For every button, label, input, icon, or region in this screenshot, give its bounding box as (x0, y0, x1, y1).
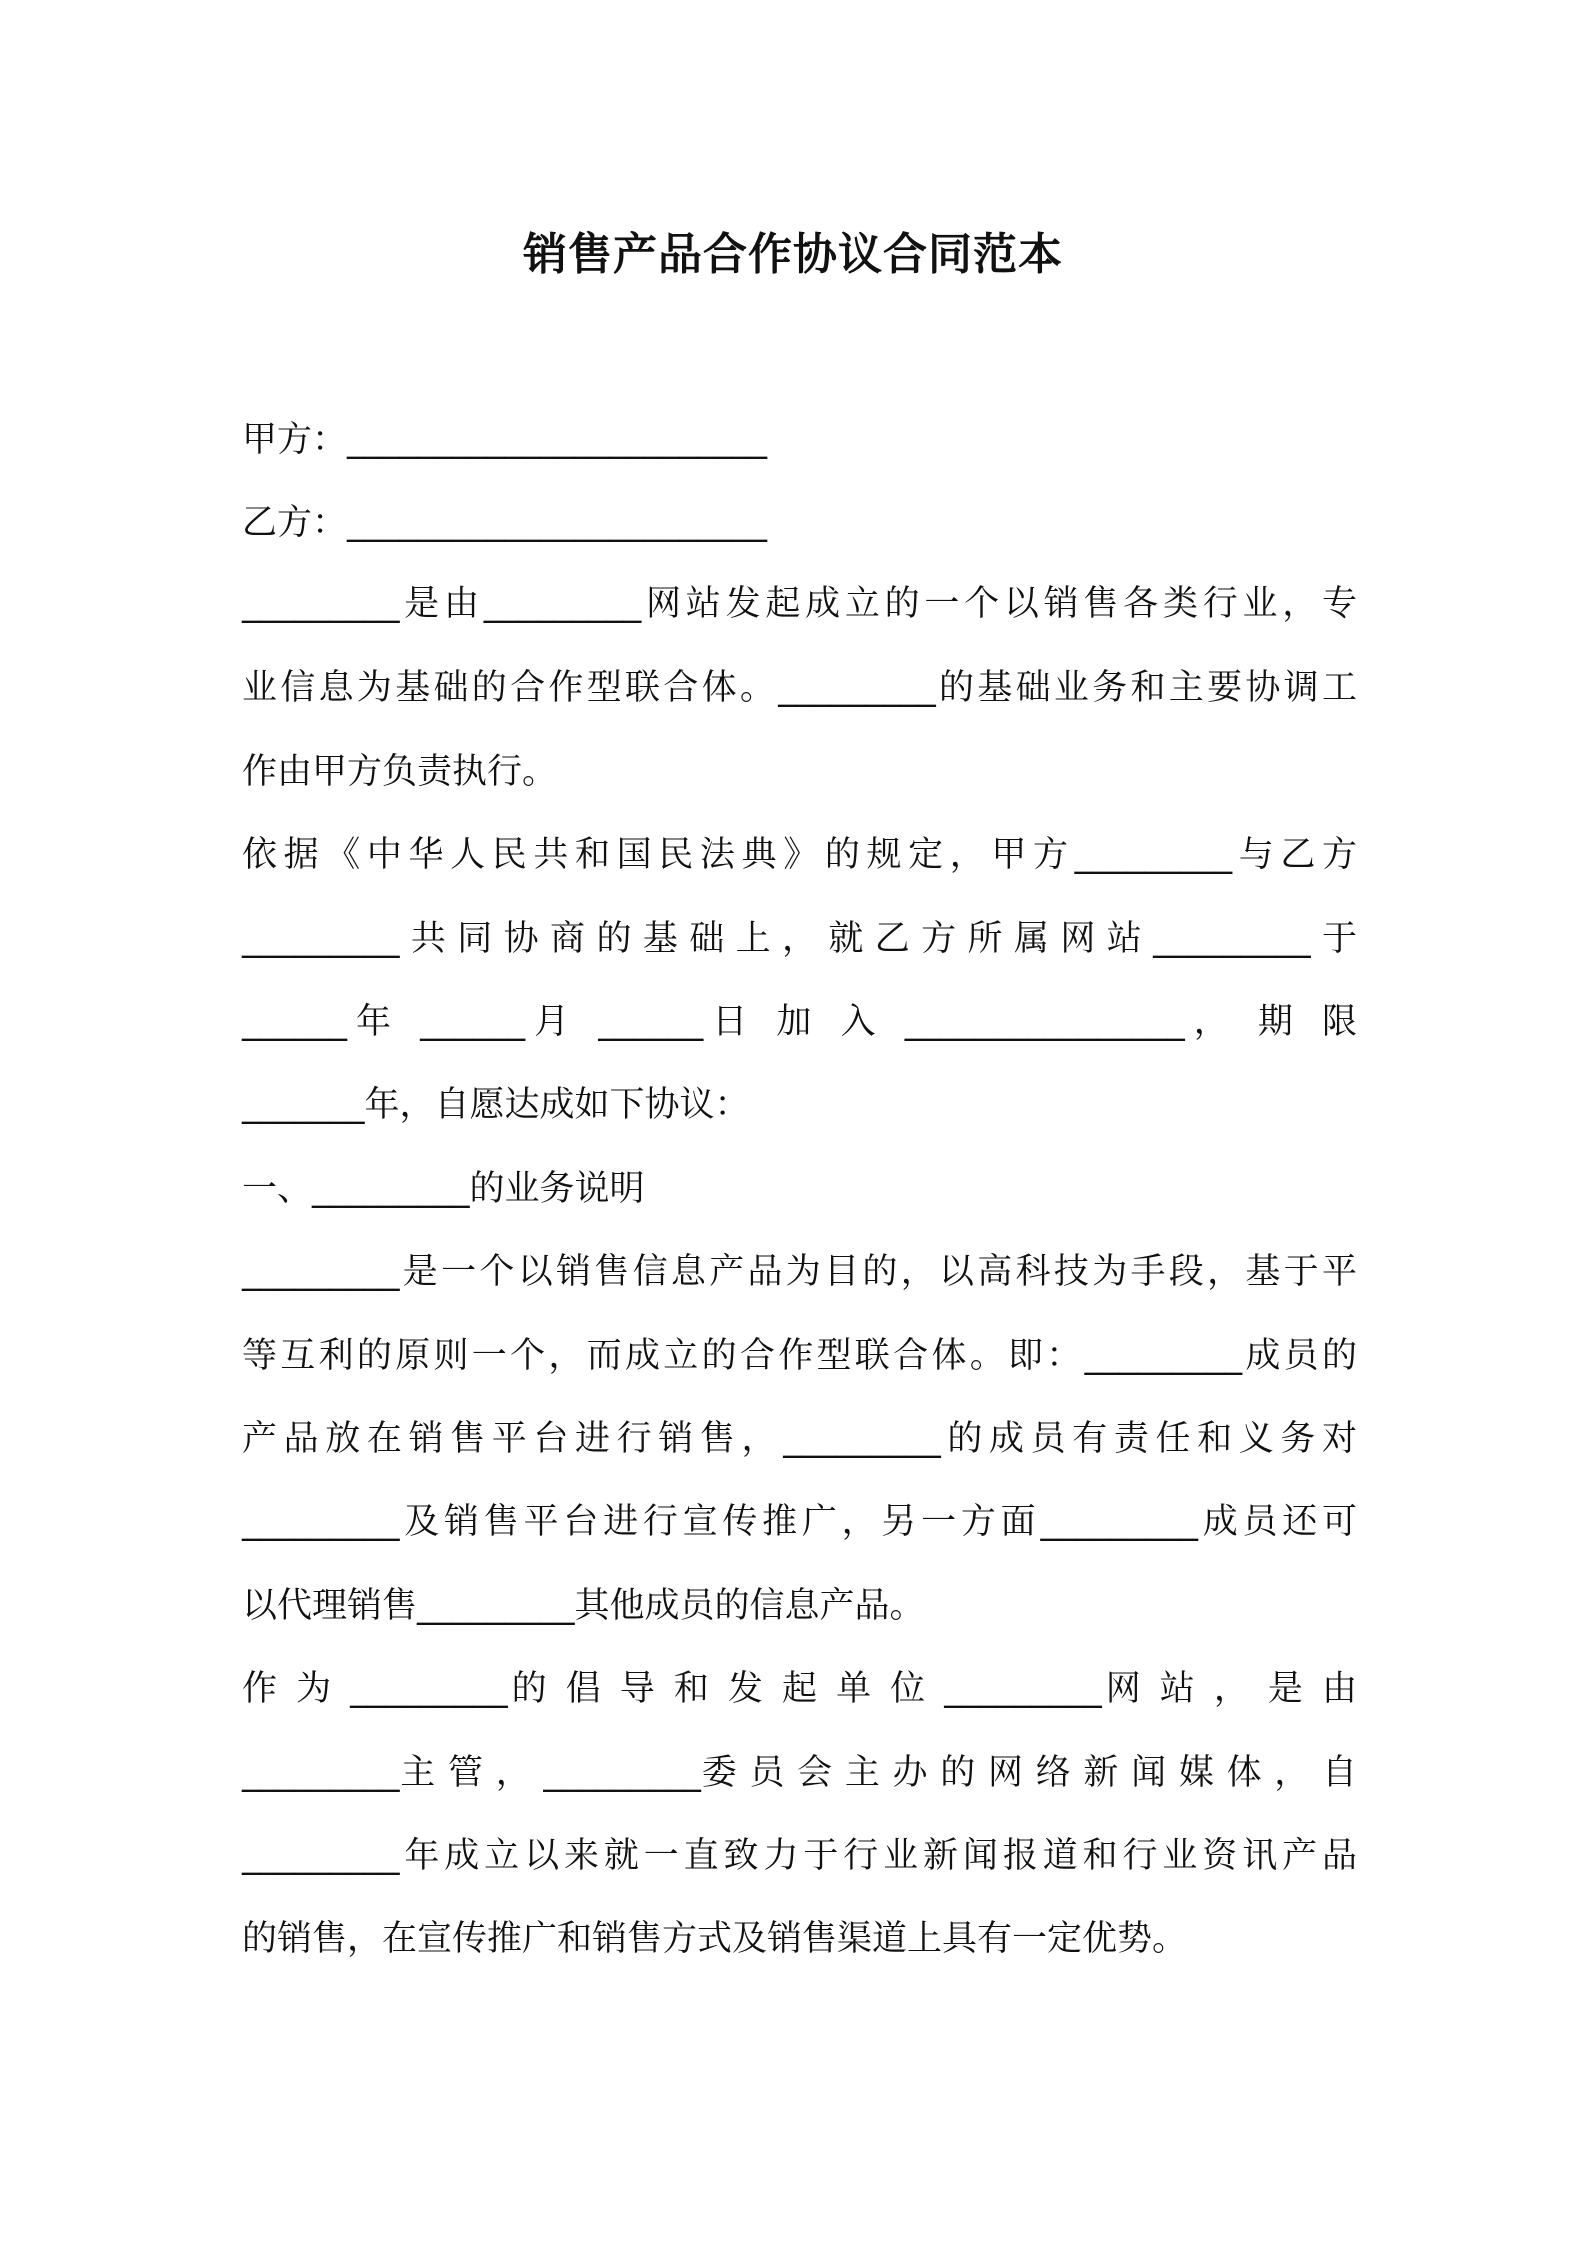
paragraph-line: 作 为 _________的 倡 导 和 发 起 单 位 _________网 站 ， 是 由 (242, 1669, 1357, 1709)
paragraph-line: _________是一个以销售信息产品为目的，以高科技为手段，基于平 (242, 1252, 1357, 1292)
party-b-line: 乙方：________________________ (242, 503, 768, 543)
paragraph-line: _________是由_________网站发起成立的一个以销售各类行业，专 (242, 584, 1357, 624)
paragraph-line: 的销售，在宣传推广和销售方式及销售渠道上具有一定优势。 (242, 1919, 1188, 1959)
paragraph-line: 作由甲方负责执行。 (242, 752, 558, 792)
paragraph-line: _______年，自愿达成如下协议： (242, 1085, 750, 1125)
paragraph-line: ______年 ______月 ______日 加 入 ________________， 期 限 (242, 1002, 1357, 1042)
party-a-line: 甲方：________________________ (242, 420, 768, 460)
paragraph-line: _________共同协商的基础上，就乙方所属网站_________于 (242, 919, 1357, 959)
document-title: 销售产品合作协议合同范本 (523, 229, 1063, 280)
paragraph-line: 依据《中华人民共和国民法典》的规定，甲方_________与乙方 (242, 835, 1357, 875)
section-heading: 一、_________的业务说明 (242, 1169, 645, 1209)
paragraph-line: 业信息为基础的合作型联合体。_________的基础业务和主要协调工 (242, 668, 1357, 708)
paragraph-line: _________年成立以来就一直致力于行业新闻报道和行业资讯产品 (242, 1836, 1357, 1876)
paragraph-line: _________主 管 ， _________委 员 会 主 办 的 网 络 新 闻 媒 体 ， 自 (242, 1753, 1357, 1793)
paragraph-line: 产品放在销售平台进行销售，_________的成员有责任和义务对 (242, 1419, 1357, 1459)
paragraph-line: 以代理销售_________其他成员的信息产品。 (242, 1586, 925, 1626)
paragraph-line: _________及销售平台进行宣传推广，另一方面_________成员还可 (242, 1502, 1357, 1542)
paragraph-line: 等互利的原则一个，而成立的合作型联合体。即：_________成员的 (242, 1336, 1357, 1376)
